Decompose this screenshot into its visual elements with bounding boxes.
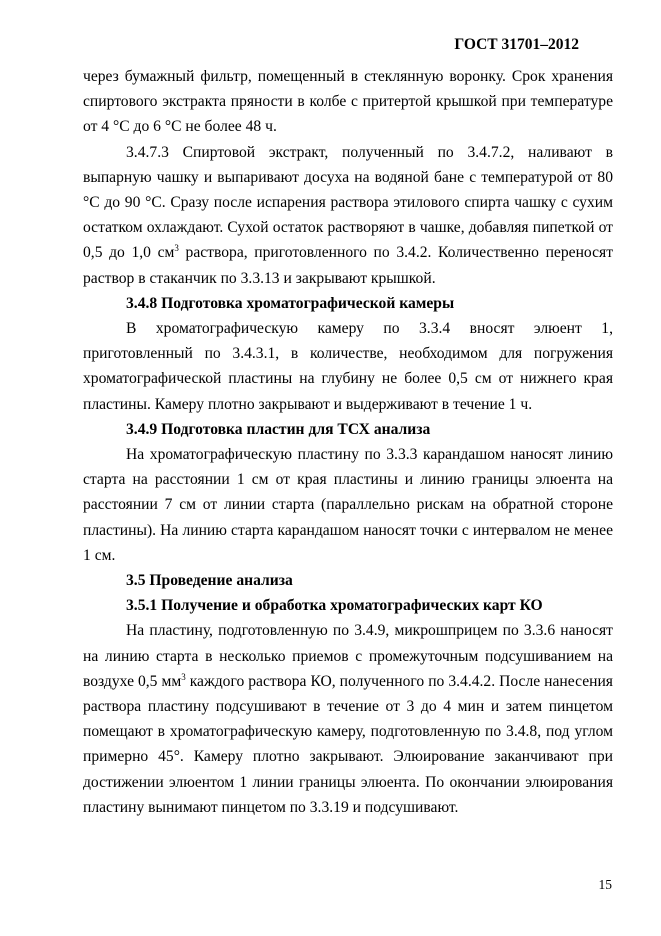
section-heading: 3.4.8 Подготовка хроматографической камеры	[126, 294, 455, 312]
paragraph: На хроматографическую пластину по 3.3.3 карандашом наносят линию старта на расстоянии 1 см от края пластины и линию границы элюента на расстоянии 7 см от линии старта (параллельно рискам на обратной стороне пластины). На линию старта карандашом наносят точки с интервалом не менее 1 см.	[83, 446, 613, 564]
superscript: 3	[174, 243, 179, 254]
section-heading: 3.4.9 Подготовка пластин для ТСХ анализа	[126, 420, 431, 438]
section-heading: 3.5 Проведение анализа	[126, 572, 293, 590]
paragraph: В хроматографическую камеру по 3.3.4 вносят элюент 1, приготовленный по 3.4.3.1, в количестве, необходимом для погружения хроматографической пластины на глубину не более 0,5 см от нижнего края пластины. Камеру плотно закрывают и выдерживают в течение 1 ч.	[83, 320, 613, 413]
standard-header: ГОСТ 31701–2012	[454, 36, 579, 53]
paragraph-continuation: через бумажный фильтр, помещенный в стеклянную воронку. Срок хранения спиртового экстракта пряности в колбе с притертой крышкой при температуре от 4 °С до 6 °С не более 48 ч.	[83, 68, 613, 136]
paragraph-3-4-7-3	[83, 140, 613, 291]
paragraph-text: каждого раствора КО, полученного по 3.4.4.2. После нанесения раствора пластину подсушивают в течение от 3 до 4 мин и затем пинцетом помещают в хроматографическую камеру, подготовленную по 3.4.8, под углом примерно 45°. Камеру плотно закрывают. Элюирование заканчивают при достижении элюентом 1 линии границы элюента. По окончании элюирования пластину вынимают пинцетом по 3.3.19 и подсушивают.	[83, 672, 613, 816]
paragraph-text: 3.4.7.3 Спиртовой экстракт, полученный по 3.4.7.2, наливают в выпарную чашку и выпаривают досуха на водяной бане с температурой от 80 °С до 90 °С. Сразу после испарения раствора этилового спирта чашку с сухим остатком охлаждают. Сухой остаток растворяют в чашке, добавляя пипеткой от 0,5 до 1,0 см	[83, 143, 613, 262]
page-number: 15	[598, 877, 612, 892]
section-heading: 3.5.1 Получение и обработка хроматографических карт КО	[126, 597, 543, 615]
superscript: 3	[181, 671, 186, 682]
paragraph-text: раствора, приготовленного по 3.4.2. Количественно переносят раствор в стаканчик по 3.3.13 и закрывают крышкой.	[83, 244, 614, 287]
paragraph	[83, 618, 613, 820]
paragraph-text: На пластину, подготовленную по 3.4.9, микрошприцем по 3.3.6 наносят на линию старта в несколько приемов с промежуточным подсушиванием на воздухе 0,5 мм	[83, 622, 613, 690]
body-text	[83, 64, 613, 820]
